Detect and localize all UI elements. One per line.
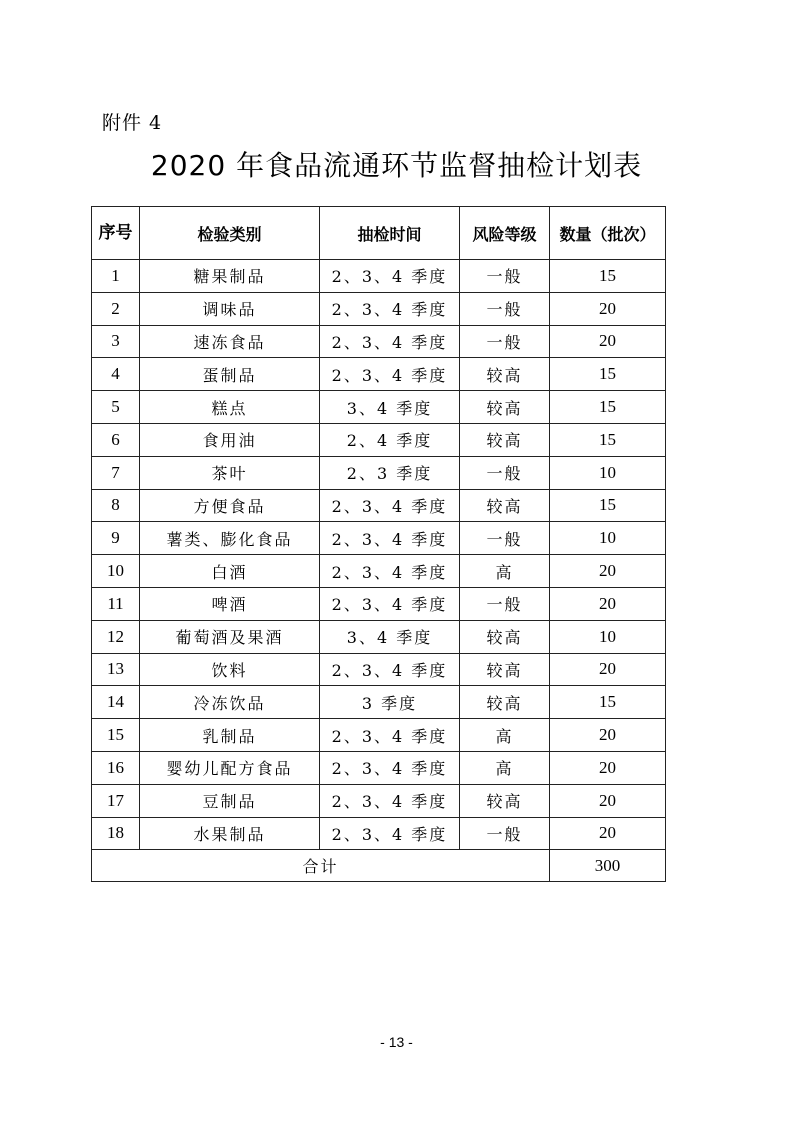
cell-time: 3、4 季度 (320, 391, 460, 424)
cell-risk: 高 (460, 555, 550, 588)
table-row (92, 719, 666, 752)
table-row (92, 358, 666, 391)
cell-category: 婴幼儿配方食品 (140, 751, 320, 784)
table-row (92, 522, 666, 555)
cell-seq: 14 (92, 686, 140, 719)
table-row (92, 751, 666, 784)
cell-risk: 较高 (460, 784, 550, 817)
cell-seq: 3 (92, 325, 140, 358)
cell-category: 白酒 (140, 555, 320, 588)
table-row (92, 456, 666, 489)
cell-category: 蛋制品 (140, 358, 320, 391)
cell-seq: 9 (92, 522, 140, 555)
cell-risk: 一般 (460, 292, 550, 325)
table-row (92, 292, 666, 325)
cell-seq: 6 (92, 423, 140, 456)
cell-time: 2、3、4 季度 (320, 587, 460, 620)
cell-risk: 一般 (460, 325, 550, 358)
table-body (92, 260, 666, 882)
total-label: 合计 (92, 850, 550, 882)
cell-risk: 一般 (460, 260, 550, 293)
cell-count: 15 (550, 686, 666, 719)
cell-category: 冷冻饮品 (140, 686, 320, 719)
cell-count: 20 (550, 653, 666, 686)
cell-time: 2、3 季度 (320, 456, 460, 489)
total-count: 300 (550, 850, 666, 882)
header-time: 抽检时间 (320, 207, 460, 260)
cell-count: 20 (550, 555, 666, 588)
cell-category: 葡萄酒及果酒 (140, 620, 320, 653)
cell-category: 乳制品 (140, 719, 320, 752)
cell-category: 速冻食品 (140, 325, 320, 358)
cell-seq: 17 (92, 784, 140, 817)
page-title: 2020 年食品流通环节监督抽检计划表 (150, 149, 643, 182)
table-row (92, 423, 666, 456)
cell-time: 2、3、4 季度 (320, 751, 460, 784)
cell-count: 15 (550, 391, 666, 424)
cell-count: 20 (550, 587, 666, 620)
cell-time: 2、3、4 季度 (320, 325, 460, 358)
cell-count: 15 (550, 260, 666, 293)
cell-time: 2、4 季度 (320, 423, 460, 456)
cell-seq: 13 (92, 653, 140, 686)
cell-seq: 12 (92, 620, 140, 653)
cell-seq: 1 (92, 260, 140, 293)
cell-risk: 一般 (460, 817, 550, 850)
cell-time: 2、3、4 季度 (320, 292, 460, 325)
cell-risk: 较高 (460, 489, 550, 522)
cell-time: 2、3、4 季度 (320, 260, 460, 293)
cell-count: 15 (550, 358, 666, 391)
cell-count: 20 (550, 784, 666, 817)
cell-risk: 一般 (460, 522, 550, 555)
cell-seq: 16 (92, 751, 140, 784)
cell-time: 2、3、4 季度 (320, 522, 460, 555)
cell-risk: 较高 (460, 653, 550, 686)
cell-time: 2、3、4 季度 (320, 358, 460, 391)
header-seq: 序号 (92, 207, 140, 260)
cell-category: 调味品 (140, 292, 320, 325)
cell-seq: 11 (92, 587, 140, 620)
cell-risk: 较高 (460, 686, 550, 719)
cell-category: 饮料 (140, 653, 320, 686)
cell-category: 糕点 (140, 391, 320, 424)
attachment-label: 附件 4 (102, 112, 163, 134)
cell-risk: 高 (460, 719, 550, 752)
page-number: - 13 - (380, 1034, 413, 1050)
cell-seq: 15 (92, 719, 140, 752)
cell-count: 10 (550, 522, 666, 555)
cell-count: 15 (550, 489, 666, 522)
cell-category: 糖果制品 (140, 260, 320, 293)
cell-seq: 8 (92, 489, 140, 522)
cell-seq: 18 (92, 817, 140, 850)
cell-time: 2、3、4 季度 (320, 719, 460, 752)
cell-category: 啤酒 (140, 587, 320, 620)
cell-category: 方便食品 (140, 489, 320, 522)
table-row (92, 653, 666, 686)
cell-risk: 较高 (460, 423, 550, 456)
table-row (92, 555, 666, 588)
header-risk: 风险等级 (460, 207, 550, 260)
cell-count: 20 (550, 817, 666, 850)
cell-count: 20 (550, 719, 666, 752)
cell-count: 10 (550, 620, 666, 653)
cell-risk: 一般 (460, 587, 550, 620)
cell-time: 2、3、4 季度 (320, 555, 460, 588)
cell-risk: 较高 (460, 620, 550, 653)
cell-risk: 一般 (460, 456, 550, 489)
table-row (92, 620, 666, 653)
total-row (92, 850, 666, 882)
cell-seq: 5 (92, 391, 140, 424)
cell-count: 20 (550, 292, 666, 325)
table-row (92, 260, 666, 293)
cell-category: 水果制品 (140, 817, 320, 850)
cell-time: 2、3、4 季度 (320, 817, 460, 850)
header-category: 检验类别 (140, 207, 320, 260)
header-count: 数量（批次） (550, 207, 666, 260)
table-row (92, 489, 666, 522)
table-row (92, 686, 666, 719)
cell-time: 2、3、4 季度 (320, 784, 460, 817)
cell-count: 20 (550, 325, 666, 358)
cell-seq: 2 (92, 292, 140, 325)
cell-time: 2、3、4 季度 (320, 653, 460, 686)
cell-count: 10 (550, 456, 666, 489)
table-row (92, 391, 666, 424)
table-row (92, 587, 666, 620)
cell-time: 2、3、4 季度 (320, 489, 460, 522)
cell-count: 15 (550, 423, 666, 456)
cell-seq: 4 (92, 358, 140, 391)
cell-risk: 高 (460, 751, 550, 784)
cell-seq: 7 (92, 456, 140, 489)
table-header-row (92, 207, 666, 260)
cell-time: 3 季度 (320, 686, 460, 719)
table-row (92, 817, 666, 850)
cell-category: 薯类、膨化食品 (140, 522, 320, 555)
table-row (92, 325, 666, 358)
cell-category: 茶叶 (140, 456, 320, 489)
table-row (92, 784, 666, 817)
cell-count: 20 (550, 751, 666, 784)
cell-risk: 较高 (460, 358, 550, 391)
cell-risk: 较高 (460, 391, 550, 424)
cell-time: 3、4 季度 (320, 620, 460, 653)
cell-category: 豆制品 (140, 784, 320, 817)
cell-seq: 10 (92, 555, 140, 588)
inspection-plan-table (91, 206, 666, 882)
cell-category: 食用油 (140, 423, 320, 456)
